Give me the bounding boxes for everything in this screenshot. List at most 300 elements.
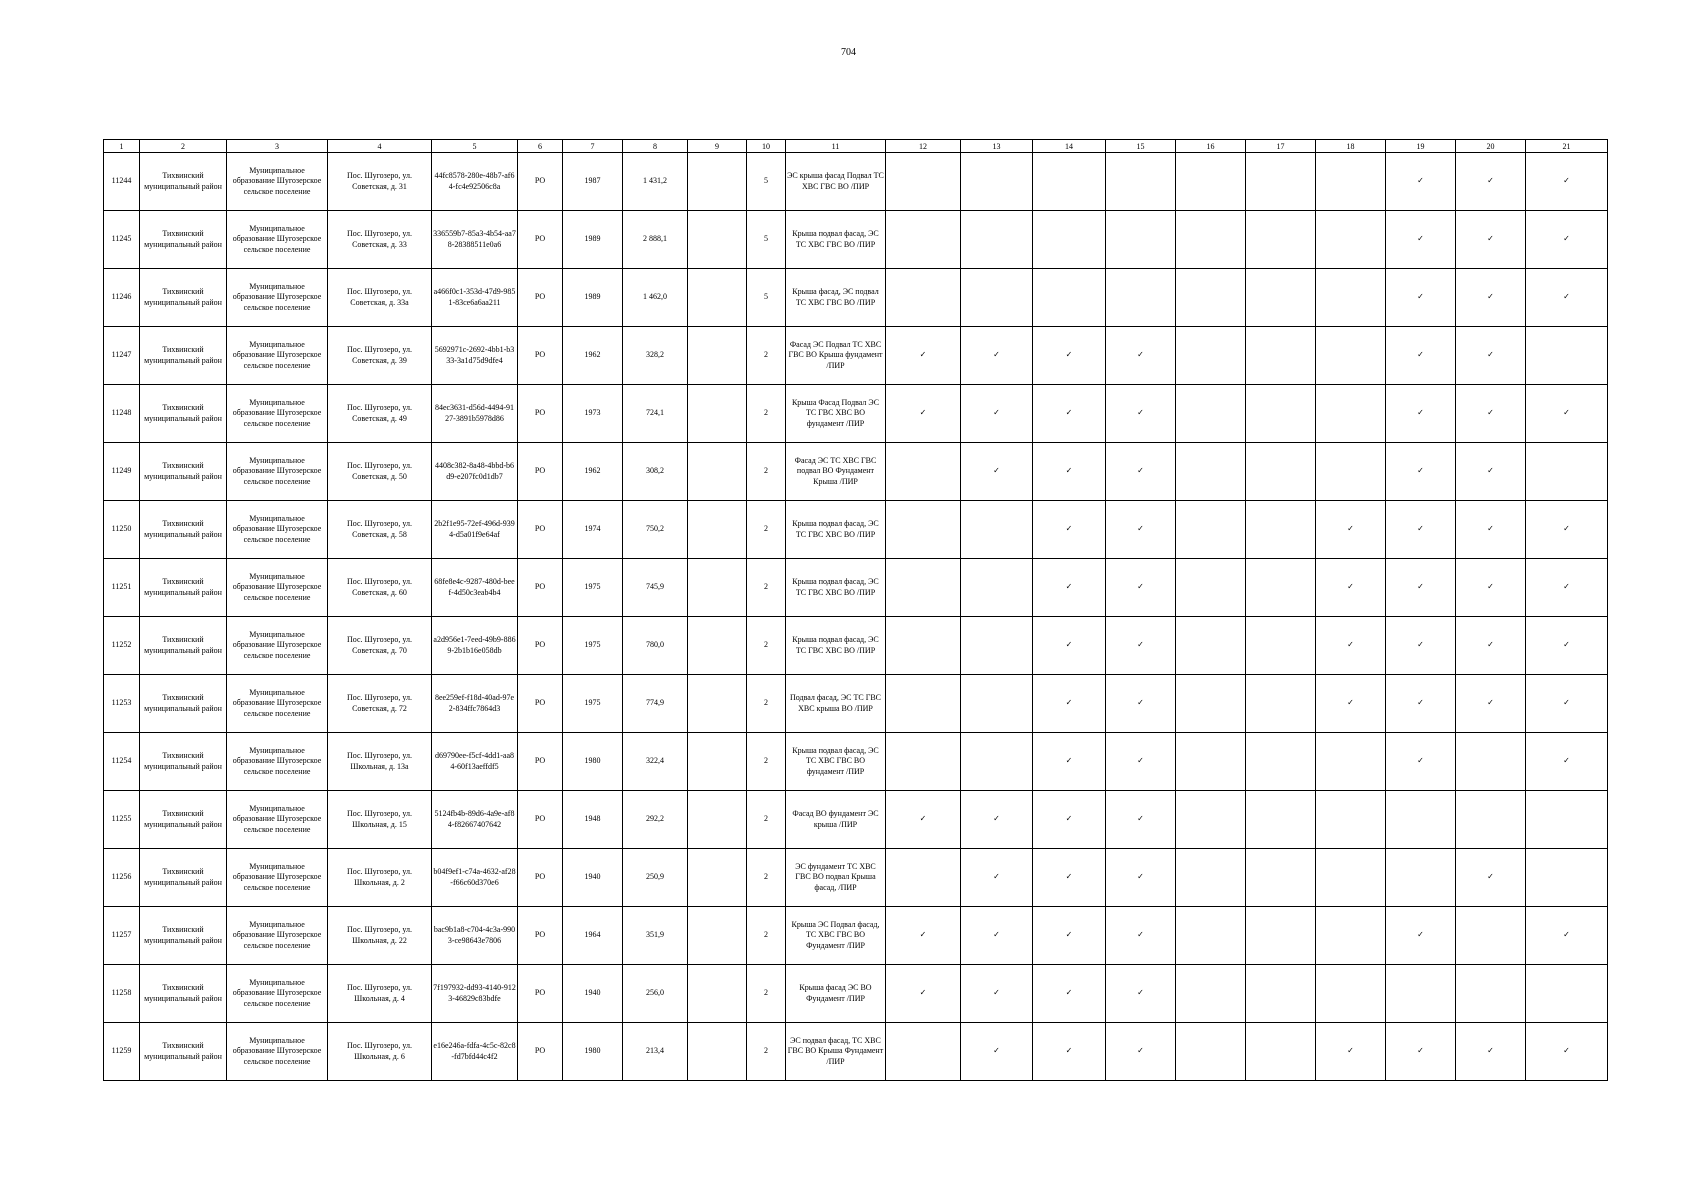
col9-cell [688, 385, 747, 443]
check-cell-17 [1246, 327, 1316, 385]
check-cell-15: ✓ [1106, 617, 1176, 675]
check-cell-19: ✓ [1386, 501, 1456, 559]
check-cell-17 [1246, 269, 1316, 327]
check-cell-12 [886, 675, 961, 733]
type-cell: РО [518, 443, 563, 501]
col9-cell [688, 269, 747, 327]
check-cell-15 [1106, 269, 1176, 327]
row-id-cell: 11258 [104, 965, 140, 1023]
type-cell: РО [518, 617, 563, 675]
check-cell-17 [1246, 559, 1316, 617]
check-cell-18: ✓ [1316, 617, 1386, 675]
check-cell-18 [1316, 385, 1386, 443]
address-cell: Пос. Шугозеро, ул. Советская, д. 31 [328, 153, 432, 211]
check-cell-19: ✓ [1386, 675, 1456, 733]
check-cell-15: ✓ [1106, 675, 1176, 733]
check-cell-18 [1316, 153, 1386, 211]
check-cell-20 [1456, 791, 1526, 849]
column-header-14: 14 [1033, 140, 1106, 153]
check-cell-19: ✓ [1386, 617, 1456, 675]
check-cell-20: ✓ [1456, 501, 1526, 559]
check-cell-14: ✓ [1033, 1023, 1106, 1081]
municipality-cell: Муниципальное образование Шугозерское сельское поселение [227, 617, 328, 675]
check-cell-21: ✓ [1526, 153, 1608, 211]
table-row [104, 965, 1608, 1023]
check-cell-20: ✓ [1456, 327, 1526, 385]
table-row [104, 1023, 1608, 1081]
check-cell-13 [961, 559, 1033, 617]
check-cell-17 [1246, 385, 1316, 443]
check-cell-18 [1316, 791, 1386, 849]
check-cell-16 [1176, 791, 1246, 849]
check-cell-16 [1176, 849, 1246, 907]
check-cell-14: ✓ [1033, 443, 1106, 501]
table-row [104, 153, 1608, 211]
check-cell-14: ✓ [1033, 559, 1106, 617]
district-cell: Тихвинский муниципальный район [140, 211, 227, 269]
row-id-cell: 11251 [104, 559, 140, 617]
area-cell: 2 888,1 [623, 211, 688, 269]
check-cell-14 [1033, 211, 1106, 269]
check-cell-12: ✓ [886, 385, 961, 443]
column-header-5: 5 [432, 140, 518, 153]
type-cell: РО [518, 675, 563, 733]
check-cell-12 [886, 733, 961, 791]
check-cell-15 [1106, 153, 1176, 211]
check-cell-16 [1176, 501, 1246, 559]
area-cell: 328,2 [623, 327, 688, 385]
check-cell-15: ✓ [1106, 791, 1176, 849]
type-cell: РО [518, 791, 563, 849]
floors-cell: 2 [747, 327, 786, 385]
type-cell: РО [518, 327, 563, 385]
year-cell: 1962 [563, 443, 623, 501]
col9-cell [688, 211, 747, 269]
address-cell: Пос. Шугозеро, ул. Советская, д. 58 [328, 501, 432, 559]
year-cell: 1973 [563, 385, 623, 443]
column-header-20: 20 [1456, 140, 1526, 153]
check-cell-13: ✓ [961, 385, 1033, 443]
area-cell: 1 431,2 [623, 153, 688, 211]
check-cell-14: ✓ [1033, 733, 1106, 791]
check-cell-16 [1176, 443, 1246, 501]
row-id-cell: 11257 [104, 907, 140, 965]
check-cell-21: ✓ [1526, 211, 1608, 269]
check-cell-12 [886, 153, 961, 211]
type-cell: РО [518, 559, 563, 617]
floors-cell: 2 [747, 1023, 786, 1081]
floors-cell: 2 [747, 385, 786, 443]
works-cell: Крыша фасад ЭС ВО Фундамент /ПИР [786, 965, 886, 1023]
municipality-cell: Муниципальное образование Шугозерское сельское поселение [227, 269, 328, 327]
floors-cell: 2 [747, 733, 786, 791]
row-id-cell: 11250 [104, 501, 140, 559]
column-header-13: 13 [961, 140, 1033, 153]
check-cell-21 [1526, 443, 1608, 501]
year-cell: 1989 [563, 269, 623, 327]
guid-cell: 44fc8578-280e-48b7-af64-fc4e92506c8a [432, 153, 518, 211]
year-cell: 1989 [563, 211, 623, 269]
guid-cell: 84ec3631-d56d-4494-9127-3891b5978d86 [432, 385, 518, 443]
check-cell-14 [1033, 153, 1106, 211]
check-cell-16 [1176, 269, 1246, 327]
check-cell-21: ✓ [1526, 675, 1608, 733]
column-header-9: 9 [688, 140, 747, 153]
year-cell: 1974 [563, 501, 623, 559]
check-cell-21: ✓ [1526, 907, 1608, 965]
district-cell: Тихвинский муниципальный район [140, 733, 227, 791]
table-row [104, 559, 1608, 617]
check-cell-15: ✓ [1106, 501, 1176, 559]
works-cell: Крыша ЭС Подвал фасад, ТС ХВС ГВС ВО Фундамент /ПИР [786, 907, 886, 965]
check-cell-21: ✓ [1526, 559, 1608, 617]
check-cell-19: ✓ [1386, 559, 1456, 617]
check-cell-18: ✓ [1316, 1023, 1386, 1081]
address-cell: Пос. Шугозеро, ул. Советская, д. 49 [328, 385, 432, 443]
check-cell-14: ✓ [1033, 965, 1106, 1023]
check-cell-12 [886, 501, 961, 559]
floors-cell: 2 [747, 907, 786, 965]
column-header-19: 19 [1386, 140, 1456, 153]
column-header-7: 7 [563, 140, 623, 153]
check-cell-19: ✓ [1386, 1023, 1456, 1081]
district-cell: Тихвинский муниципальный район [140, 1023, 227, 1081]
year-cell: 1962 [563, 327, 623, 385]
col9-cell [688, 501, 747, 559]
check-cell-19: ✓ [1386, 907, 1456, 965]
check-cell-12 [886, 269, 961, 327]
column-header-10: 10 [747, 140, 786, 153]
type-cell: РО [518, 1023, 563, 1081]
check-cell-16 [1176, 617, 1246, 675]
check-cell-15: ✓ [1106, 559, 1176, 617]
check-cell-19: ✓ [1386, 153, 1456, 211]
floors-cell: 2 [747, 849, 786, 907]
check-cell-15: ✓ [1106, 385, 1176, 443]
check-cell-17 [1246, 153, 1316, 211]
page-number: 704 [841, 47, 856, 58]
check-cell-18: ✓ [1316, 501, 1386, 559]
check-cell-20: ✓ [1456, 211, 1526, 269]
check-cell-16 [1176, 385, 1246, 443]
area-cell: 292,2 [623, 791, 688, 849]
district-cell: Тихвинский муниципальный район [140, 675, 227, 733]
floors-cell: 2 [747, 559, 786, 617]
municipality-cell: Муниципальное образование Шугозерское сельское поселение [227, 907, 328, 965]
guid-cell: e16e246a-fdfa-4c5c-82c8-fd7bfd44c4f2 [432, 1023, 518, 1081]
check-cell-12 [886, 617, 961, 675]
check-cell-19 [1386, 849, 1456, 907]
area-cell: 351,9 [623, 907, 688, 965]
year-cell: 1940 [563, 965, 623, 1023]
check-cell-12 [886, 559, 961, 617]
address-cell: Пос. Шугозеро, ул. Советская, д. 70 [328, 617, 432, 675]
year-cell: 1980 [563, 1023, 623, 1081]
check-cell-19: ✓ [1386, 443, 1456, 501]
col9-cell [688, 675, 747, 733]
works-cell: Подвал фасад, ЭС ТС ГВС ХВС крыша ВО /ПИР [786, 675, 886, 733]
table-row [104, 675, 1608, 733]
table-row [104, 733, 1608, 791]
guid-cell: 5124fb4b-89d6-4a9e-af84-f82667407642 [432, 791, 518, 849]
check-cell-16 [1176, 965, 1246, 1023]
municipality-cell: Муниципальное образование Шугозерское сельское поселение [227, 733, 328, 791]
check-cell-19: ✓ [1386, 733, 1456, 791]
municipality-cell: Муниципальное образование Шугозерское сельское поселение [227, 675, 328, 733]
works-cell: ЭС фундамент ТС ХВС ГВС ВО подвал Крыша фасад, /ПИР [786, 849, 886, 907]
floors-cell: 2 [747, 501, 786, 559]
check-cell-18 [1316, 907, 1386, 965]
check-cell-15: ✓ [1106, 965, 1176, 1023]
check-cell-15: ✓ [1106, 849, 1176, 907]
check-cell-14: ✓ [1033, 501, 1106, 559]
guid-cell: 4408c382-8a48-4bbd-b6d9-e207fc0d1db7 [432, 443, 518, 501]
column-header-3: 3 [227, 140, 328, 153]
year-cell: 1975 [563, 675, 623, 733]
check-cell-21: ✓ [1526, 385, 1608, 443]
district-cell: Тихвинский муниципальный район [140, 327, 227, 385]
address-cell: Пос. Шугозеро, ул. Школьная, д. 15 [328, 791, 432, 849]
works-cell: Крыша подвал фасад, ЭС ТС ГВС ХВС ВО /ПИР [786, 617, 886, 675]
check-cell-19: ✓ [1386, 327, 1456, 385]
municipality-cell: Муниципальное образование Шугозерское сельское поселение [227, 385, 328, 443]
check-cell-16 [1176, 211, 1246, 269]
address-cell: Пос. Шугозеро, ул. Советская, д. 39 [328, 327, 432, 385]
year-cell: 1975 [563, 617, 623, 675]
area-cell: 780,0 [623, 617, 688, 675]
address-cell: Пос. Шугозеро, ул. Школьная, д. 2 [328, 849, 432, 907]
check-cell-18 [1316, 965, 1386, 1023]
check-cell-13 [961, 211, 1033, 269]
guid-cell: 336559b7-85a3-4b54-aa78-28388511e0a6 [432, 211, 518, 269]
check-cell-13 [961, 153, 1033, 211]
check-cell-14: ✓ [1033, 791, 1106, 849]
check-cell-19: ✓ [1386, 385, 1456, 443]
area-cell: 724,1 [623, 385, 688, 443]
column-header-16: 16 [1176, 140, 1246, 153]
guid-cell: 5692971c-2692-4bb1-b333-3a1d75d9dfe4 [432, 327, 518, 385]
check-cell-17 [1246, 675, 1316, 733]
check-cell-17 [1246, 501, 1316, 559]
check-cell-14: ✓ [1033, 327, 1106, 385]
check-cell-20 [1456, 733, 1526, 791]
municipality-cell: Муниципальное образование Шугозерское сельское поселение [227, 443, 328, 501]
check-cell-12 [886, 211, 961, 269]
check-cell-15: ✓ [1106, 1023, 1176, 1081]
row-id-cell: 11246 [104, 269, 140, 327]
district-cell: Тихвинский муниципальный район [140, 559, 227, 617]
district-cell: Тихвинский муниципальный район [140, 617, 227, 675]
column-header-8: 8 [623, 140, 688, 153]
col9-cell [688, 327, 747, 385]
check-cell-13: ✓ [961, 1023, 1033, 1081]
row-id-cell: 11253 [104, 675, 140, 733]
area-cell: 256,0 [623, 965, 688, 1023]
municipality-cell: Муниципальное образование Шугозерское сельское поселение [227, 849, 328, 907]
check-cell-16 [1176, 327, 1246, 385]
check-cell-13 [961, 501, 1033, 559]
address-cell: Пос. Шугозеро, ул. Советская, д. 33а [328, 269, 432, 327]
check-cell-15: ✓ [1106, 907, 1176, 965]
municipality-cell: Муниципальное образование Шугозерское сельское поселение [227, 559, 328, 617]
floors-cell: 5 [747, 211, 786, 269]
guid-cell: bac9b1a8-c704-4c3a-9903-ce98643e7806 [432, 907, 518, 965]
table-row [104, 617, 1608, 675]
check-cell-12 [886, 1023, 961, 1081]
col9-cell [688, 907, 747, 965]
check-cell-13: ✓ [961, 443, 1033, 501]
address-cell: Пос. Шугозеро, ул. Советская, д. 72 [328, 675, 432, 733]
column-header-11: 11 [786, 140, 886, 153]
check-cell-15: ✓ [1106, 443, 1176, 501]
area-cell: 308,2 [623, 443, 688, 501]
check-cell-16 [1176, 733, 1246, 791]
check-cell-18 [1316, 211, 1386, 269]
check-cell-20 [1456, 907, 1526, 965]
address-cell: Пос. Шугозеро, ул. Советская, д. 50 [328, 443, 432, 501]
year-cell: 1987 [563, 153, 623, 211]
check-cell-20: ✓ [1456, 849, 1526, 907]
check-cell-19 [1386, 791, 1456, 849]
col9-cell [688, 733, 747, 791]
table-row [104, 385, 1608, 443]
year-cell: 1948 [563, 791, 623, 849]
type-cell: РО [518, 269, 563, 327]
check-cell-12: ✓ [886, 907, 961, 965]
district-cell: Тихвинский муниципальный район [140, 501, 227, 559]
check-cell-15 [1106, 211, 1176, 269]
area-cell: 750,2 [623, 501, 688, 559]
column-header-17: 17 [1246, 140, 1316, 153]
row-id-cell: 11248 [104, 385, 140, 443]
year-cell: 1975 [563, 559, 623, 617]
check-cell-13 [961, 675, 1033, 733]
type-cell: РО [518, 907, 563, 965]
area-cell: 774,9 [623, 675, 688, 733]
check-cell-12 [886, 443, 961, 501]
address-cell: Пос. Шугозеро, ул. Школьная, д. 22 [328, 907, 432, 965]
check-cell-21 [1526, 327, 1608, 385]
check-cell-21 [1526, 791, 1608, 849]
area-cell: 745,9 [623, 559, 688, 617]
check-cell-15: ✓ [1106, 327, 1176, 385]
check-cell-14 [1033, 269, 1106, 327]
municipality-cell: Муниципальное образование Шугозерское сельское поселение [227, 211, 328, 269]
check-cell-13 [961, 733, 1033, 791]
table-body [104, 153, 1608, 1081]
check-cell-13: ✓ [961, 907, 1033, 965]
guid-cell: b04f9ef1-c74a-4632-af28-f66c60d370e6 [432, 849, 518, 907]
check-cell-12: ✓ [886, 791, 961, 849]
municipality-cell: Муниципальное образование Шугозерское сельское поселение [227, 1023, 328, 1081]
check-cell-20: ✓ [1456, 617, 1526, 675]
col9-cell [688, 1023, 747, 1081]
works-cell: Крыша подвал фасад, ЭС ТС ГВС ХВС ВО /ПИР [786, 559, 886, 617]
guid-cell: a2d956e1-7eed-49b9-8869-2b1b16e058db [432, 617, 518, 675]
check-cell-12: ✓ [886, 965, 961, 1023]
check-cell-13: ✓ [961, 849, 1033, 907]
year-cell: 1964 [563, 907, 623, 965]
year-cell: 1940 [563, 849, 623, 907]
check-cell-17 [1246, 443, 1316, 501]
table-row [104, 501, 1608, 559]
check-cell-18: ✓ [1316, 675, 1386, 733]
check-cell-21: ✓ [1526, 501, 1608, 559]
row-id-cell: 11255 [104, 791, 140, 849]
municipality-cell: Муниципальное образование Шугозерское сельское поселение [227, 327, 328, 385]
check-cell-13 [961, 617, 1033, 675]
check-cell-13: ✓ [961, 327, 1033, 385]
table-row [104, 791, 1608, 849]
type-cell: РО [518, 849, 563, 907]
year-cell: 1980 [563, 733, 623, 791]
check-cell-20: ✓ [1456, 1023, 1526, 1081]
column-number-row [104, 140, 1608, 153]
works-cell: Крыша подвал фасад, ЭС ТС ХВС ГВС ВО /ПИР [786, 211, 886, 269]
housing-registry-table [103, 139, 1608, 1081]
works-cell: Крыша подвал фасад, ЭС ТС ХВС ГВС ВО фундамент /ПИР [786, 733, 886, 791]
district-cell: Тихвинский муниципальный район [140, 269, 227, 327]
check-cell-21: ✓ [1526, 1023, 1608, 1081]
row-id-cell: 11247 [104, 327, 140, 385]
table-row [104, 849, 1608, 907]
check-cell-19 [1386, 965, 1456, 1023]
check-cell-17 [1246, 211, 1316, 269]
column-header-6: 6 [518, 140, 563, 153]
row-id-cell: 11252 [104, 617, 140, 675]
municipality-cell: Муниципальное образование Шугозерское сельское поселение [227, 791, 328, 849]
floors-cell: 5 [747, 153, 786, 211]
type-cell: РО [518, 211, 563, 269]
check-cell-16 [1176, 153, 1246, 211]
check-cell-17 [1246, 733, 1316, 791]
check-cell-16 [1176, 559, 1246, 617]
check-cell-13 [961, 269, 1033, 327]
municipality-cell: Муниципальное образование Шугозерское сельское поселение [227, 965, 328, 1023]
type-cell: РО [518, 153, 563, 211]
check-cell-17 [1246, 907, 1316, 965]
guid-cell: 2b2f1e95-72ef-496d-9394-d5a01f9e64af [432, 501, 518, 559]
check-cell-20: ✓ [1456, 269, 1526, 327]
col9-cell [688, 849, 747, 907]
row-id-cell: 11245 [104, 211, 140, 269]
area-cell: 1 462,0 [623, 269, 688, 327]
col9-cell [688, 791, 747, 849]
district-cell: Тихвинский муниципальный район [140, 153, 227, 211]
district-cell: Тихвинский муниципальный район [140, 385, 227, 443]
works-cell: Фасад ЭС Подвал ТС ХВС ГВС ВО Крыша фундамент /ПИР [786, 327, 886, 385]
address-cell: Пос. Шугозеро, ул. Школьная, д. 6 [328, 1023, 432, 1081]
check-cell-21: ✓ [1526, 733, 1608, 791]
type-cell: РО [518, 501, 563, 559]
works-cell: Крыша подвал фасад, ЭС ТС ГВС ХВС ВО /ПИР [786, 501, 886, 559]
table-row [104, 269, 1608, 327]
check-cell-14: ✓ [1033, 617, 1106, 675]
area-cell: 213,4 [623, 1023, 688, 1081]
address-cell: Пос. Шугозеро, ул. Советская, д. 60 [328, 559, 432, 617]
check-cell-18 [1316, 849, 1386, 907]
guid-cell: a466f0c1-353d-47d9-9851-83ce6a6aa211 [432, 269, 518, 327]
check-cell-18: ✓ [1316, 559, 1386, 617]
check-cell-20: ✓ [1456, 385, 1526, 443]
column-header-1: 1 [104, 140, 140, 153]
col9-cell [688, 443, 747, 501]
check-cell-13: ✓ [961, 791, 1033, 849]
check-cell-18 [1316, 269, 1386, 327]
check-cell-12 [886, 849, 961, 907]
district-cell: Тихвинский муниципальный район [140, 443, 227, 501]
table-row [104, 907, 1608, 965]
